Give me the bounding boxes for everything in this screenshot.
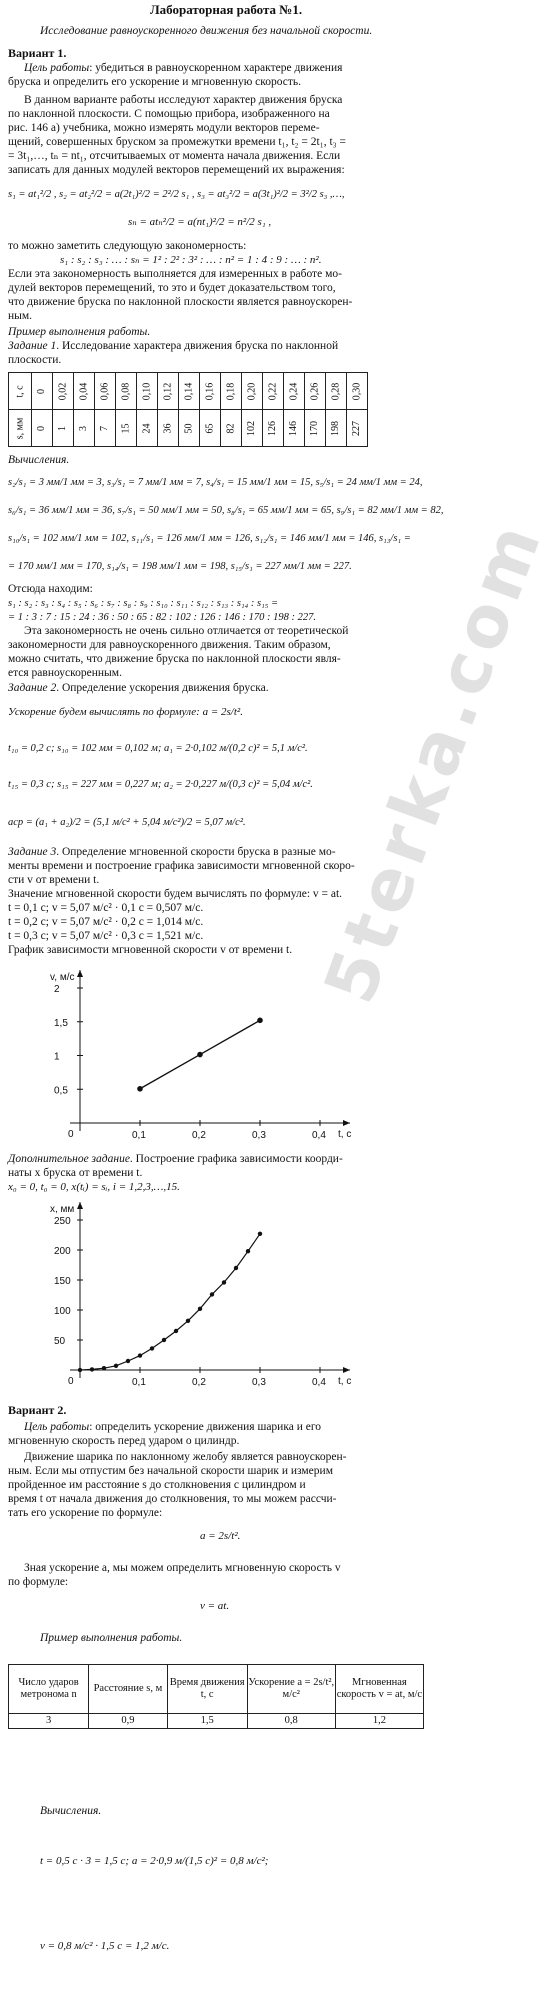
data-point [114, 1364, 118, 1368]
x-axis-arrow [343, 1367, 350, 1373]
v-line: t = 0,3 с; v = 5,07 м/с² · 0,3 с = 1,521 м/с. [8, 930, 204, 942]
page-title: Лабораторная работа №1. [150, 2, 303, 17]
variant2-goal-line2: мгновенную скорость перед ударом о цилиндр. [8, 1435, 240, 1447]
table-cell-text: 0,10 [141, 382, 153, 400]
extra-formula: x₀ = 0, t₀ = 0, x(tᵢ) = sᵢ, i = 1,2,3,…,15. [8, 1181, 180, 1193]
y-tick-label: 150 [54, 1276, 71, 1287]
table-cell-text: 50 [183, 423, 195, 433]
task2-label: Задание 2 [8, 682, 57, 694]
table-cell [136, 373, 157, 410]
table-cell-text: 82 [225, 423, 237, 433]
v2-knowing: Зная ускорение a, мы можем определить мгновенную скорость v [24, 1562, 341, 1574]
table-header-row [9, 1665, 424, 1714]
y-tick-label: 2 [54, 984, 60, 995]
watermark: 5terka.com [308, 508, 559, 1014]
table-cell [241, 373, 262, 410]
y-axis-arrow [77, 1202, 83, 1209]
y-tick-label: 1,5 [54, 1017, 68, 1029]
table-cell [73, 373, 94, 410]
table-cell-text: 65 [204, 423, 216, 433]
velocity-chart [40, 958, 370, 1148]
ratio-line2: = 1 : 3 : 7 : 15 : 24 : 36 : 50 : 65 : 82 : 102 : 126 : 146 : 170 : 198 : 227. [8, 612, 317, 623]
data-point [222, 1280, 226, 1284]
table-header-cell: Мгновенная скорость v = at, м/с [335, 1665, 423, 1714]
table-cell [304, 373, 325, 410]
v2-intro: время t от начала движения до столкновения, то мы можем рассчи- [8, 1493, 337, 1505]
table-cell [31, 410, 52, 447]
table-cell [220, 410, 241, 447]
data-point [234, 1266, 238, 1270]
calc-line: s₁₀/s₁ = 102 мм/1 мм = 102, s₁₁/s₁ = 126 мм/1 мм = 126, s₁₂/s₁ = 146 мм/1 мм = 146, s₁₃/s₁ = [8, 533, 411, 544]
table-cell [199, 373, 220, 410]
table-cell-text: 102 [246, 420, 258, 436]
data-point [150, 1346, 154, 1350]
table-header-cell: Время движения t, с [167, 1665, 247, 1714]
table-cell: 1,5 [167, 1714, 247, 1729]
task1-text: . Исследование характера движения бруска по наклонной [56, 340, 339, 352]
table-cell [220, 373, 241, 410]
table-cell-text: 1 [57, 425, 69, 431]
intro-line: записать для данных модулей векторов перемещений их выражения: [8, 164, 345, 176]
table-cell [52, 373, 73, 410]
conclusion-text: ется равноускоренным. [8, 667, 122, 679]
conclusion-text: можно считать, что движение бруска по наклонной плоскости явля- [8, 653, 341, 665]
task1-text2: плоскости. [8, 354, 62, 366]
y-axis-label: x, мм [50, 1204, 75, 1215]
task3-text: сти v от времени t. [8, 874, 100, 886]
table-row-header-text: s, мм [14, 417, 26, 439]
task2 [8, 682, 269, 695]
v-line: t = 0,2 с; v = 5,07 м/с² · 0,2 с = 1,014 м/с. [8, 916, 204, 928]
conclusion-text: закономерности для равноускоренного движения. Таким образом, [8, 639, 331, 651]
intro-line: рис. 146 а) учебника, можно измерять модули векторов переме- [8, 122, 320, 134]
table-header-cell: Число ударов метронома n [9, 1665, 89, 1714]
calc-line: = 170 мм/1 мм = 170, s₁₄/s₁ = 198 мм/1 мм = 198, s₁₅/s₁ = 227 мм/1 мм = 227. [8, 561, 352, 572]
goal-label: Цель работы [24, 62, 90, 74]
data-point [137, 1086, 143, 1092]
calc-label: Вычисления. [8, 454, 70, 466]
pattern-text: ным. [8, 310, 33, 322]
table-cell-text: 0,28 [330, 382, 342, 400]
table-cell-text: 0,26 [309, 382, 321, 400]
pattern-intro: то можно заметить следующую закономерность: [8, 240, 247, 252]
v2-formula-v: v = at. [200, 1600, 230, 1612]
page-subtitle: Исследование равноускоренного движения без начальной скорости. [40, 25, 373, 37]
table-cell [94, 373, 115, 410]
goal-text: : определить ускорение движения шарика и его [89, 1421, 322, 1433]
task1 [8, 340, 338, 353]
task3-label: Задание 3 [8, 846, 57, 858]
table-cell-text: 36 [162, 423, 174, 433]
calc-line: s₂/s₁ = 3 мм/1 мм = 3, s₃/s₁ = 7 мм/1 мм = 7, s₄/s₁ = 15 мм/1 мм = 15, s₅/s₁ = 24 мм/1 мм = 24, [8, 477, 423, 488]
table-cell [304, 410, 325, 447]
data-point [186, 1319, 190, 1323]
task3-text: менты времени и построение графика зависимости мгновенной скоро- [8, 860, 355, 872]
table-cell [115, 410, 136, 447]
table-cell [31, 373, 52, 410]
extra-label: Дополнительное задание [8, 1153, 130, 1165]
table-cell [157, 373, 178, 410]
variant2-heading: Вариант 2. [8, 1403, 67, 1417]
x-axis-label: t, c [338, 1129, 352, 1140]
table-cell-text: 15 [120, 423, 132, 433]
table-cell: 0,9 [89, 1714, 167, 1729]
a2-line: t₁₅ = 0,3 с; s₁₅ = 227 мм = 0,227 м; a₂ = 2·0,227 м/(0,3 с)² = 5,04 м/с². [8, 779, 313, 790]
table-cell-text: 0,12 [162, 382, 174, 400]
origin-label: 0 [68, 1129, 74, 1140]
x-tick-label: 0,4 [312, 1377, 326, 1388]
extra-text2: наты x бруска от времени t. [8, 1167, 143, 1179]
data-point [126, 1359, 130, 1363]
table-cell [241, 410, 262, 447]
v2-intro: ным. Если мы отпустим без начальной скорости шарик и измерим [8, 1465, 333, 1477]
table-cell [199, 410, 220, 447]
table-row-header [9, 373, 32, 410]
table-cell-text: 0,18 [225, 382, 237, 400]
x-tick-label: 0,2 [192, 1377, 206, 1388]
variant1-heading: Вариант 1. [8, 46, 67, 60]
y-tick-label: 0,5 [54, 1085, 68, 1097]
table-cell-text: 146 [288, 420, 300, 436]
variant1-goal-line2: бруска и определить его ускорение и мгновенную скорость. [8, 76, 302, 88]
table-cell-text: 0,04 [78, 382, 90, 400]
y-tick-label: 1 [54, 1051, 60, 1063]
table-header-cell: Ускорение a = 2s/t², м/с² [247, 1665, 335, 1714]
table-cell-text: 0,24 [288, 382, 300, 400]
goal-text: : убедиться в равноускоренном характере движения [89, 62, 343, 74]
task1-label: Задание 1 [8, 340, 57, 352]
table-cell [178, 373, 199, 410]
x-tick-label: 0,2 [192, 1130, 206, 1141]
intro-line: = 3t₁,…, tₙ = nt₁, отсчитываемых от момента начала движения. Если [8, 150, 341, 162]
table-cell-text: 0,14 [183, 382, 195, 400]
v2-example-label: Пример выполнения работы. [40, 1632, 183, 1644]
conclusion-text: Эта закономерность не очень сильно отличается от теоретической [24, 625, 349, 637]
table-row [9, 1714, 424, 1729]
intro-line: по наклонной плоскости. С помощью прибора, изображенного на [8, 108, 330, 120]
x-tick-label: 0,1 [132, 1130, 146, 1141]
table-cell [346, 373, 367, 410]
y-tick-label: 250 [54, 1216, 71, 1227]
table-header-cell: Расстояние s, м [89, 1665, 167, 1714]
table-cell-text: 0,30 [351, 382, 363, 400]
graph1-title: График зависимости мгновенной скорости v от времени t. [8, 944, 293, 956]
table-cell: 0,8 [247, 1714, 335, 1729]
task3-text: . Определение мгновенной скорости бруска в разные мо- [56, 846, 336, 858]
table-cell-text: 0,16 [204, 382, 216, 400]
v2-intro: пройденное им расстояние s до столкновения с цилиндром и [8, 1479, 306, 1491]
a1-line: t₁₀ = 0,2 с; s₁₀ = 102 мм = 0,102 м; a₁ = 2·0,102 м/(0,2 с)² = 5,1 м/с². [8, 743, 308, 754]
v2-calc-label: Вычисления. [40, 1805, 102, 1817]
table-row-s [9, 410, 368, 447]
extra-task [8, 1153, 343, 1166]
table-cell [52, 410, 73, 447]
data-point [90, 1367, 94, 1371]
table-cell-text: 0 [36, 425, 48, 431]
table-cell-text: 24 [141, 423, 153, 433]
v-line: t = 0,1 с; v = 5,07 м/с² · 0,1 с = 0,507 м/с. [8, 902, 204, 914]
table-cell [94, 410, 115, 447]
variant1-goal [24, 62, 342, 75]
table-cell: 1,2 [335, 1714, 423, 1729]
v2-calc-line: t = 0,5 с · 3 = 1,5 с; a = 2·0,9 м/(1,5 с)² = 0,8 м/с²; [40, 1855, 269, 1867]
table-cell: 3 [9, 1714, 89, 1729]
table-cell [325, 410, 346, 447]
hence-label: Отсюда находим: [8, 583, 93, 595]
table-cell [262, 410, 283, 447]
v2-calc-line: v = 0,8 м/с² · 1,5 с = 1,2 м/с. [40, 1940, 170, 1952]
v2-intro: тать его ускорение по формуле: [8, 1507, 163, 1519]
aavg-line: aср = (a₁ + a₂)/2 = (5,1 м/с² + 5,04 м/с²)/2 = 5,07 м/с². [8, 817, 246, 828]
pattern-text: дулей векторов перемещений, то это и будет доказательством того, [8, 282, 336, 294]
x-tick-label: 0,4 [312, 1130, 326, 1141]
data-point [197, 1052, 203, 1058]
table-cell-text: 0,08 [120, 382, 132, 400]
table-cell [283, 410, 304, 447]
v2-intro: Движение шарика по наклонному желобу является равноускорен- [24, 1451, 347, 1463]
table-cell [136, 410, 157, 447]
formula-sn: sₙ = atₙ²/2 = a(nt₁)²/2 = n²/2 s₁ , [128, 216, 272, 228]
table-cell-text: 170 [309, 420, 321, 436]
table-cell [262, 373, 283, 410]
x-tick-label: 0,1 [132, 1377, 146, 1388]
table-cell-text: 227 [351, 420, 363, 436]
goal-label: Цель работы [24, 1421, 90, 1433]
table-cell [178, 410, 199, 447]
ratio-line1: s₁ : s₂ : s₃ : s₄ : s₅ : s₆ : s₇ : s₈ : s₉ : s₁₀ : s₁₁ : s₁₂ : s₁₃ : s₁₄ : s₁₅ = [8, 598, 279, 609]
task3 [8, 846, 336, 859]
table-cell [325, 373, 346, 410]
x-axis-arrow [343, 1120, 350, 1126]
data-table-v1 [8, 372, 368, 447]
x-tick-label: 0,3 [252, 1377, 266, 1388]
table-cell-text: 0,22 [267, 382, 279, 400]
coordinate-chart [40, 1195, 370, 1395]
data-point [138, 1353, 142, 1357]
table-row-header-text: t, c [14, 384, 26, 398]
task2-text: . Определение ускорения движения бруска. [56, 682, 269, 694]
y-axis-arrow [77, 970, 83, 977]
data-point [174, 1329, 178, 1333]
table-cell-text: 0 [36, 388, 48, 394]
table-row-t [9, 373, 368, 410]
data-point [78, 1368, 82, 1372]
y-tick-label: 100 [54, 1306, 71, 1317]
pattern-text: что движение бруска по наклонной плоскости является равноускорен- [8, 296, 353, 308]
data-point [258, 1232, 262, 1236]
series-line [80, 1234, 260, 1370]
y-tick-label: 50 [54, 1336, 66, 1347]
extra-text: . Построение графика зависимости коорди- [129, 1153, 343, 1165]
data-point [210, 1292, 214, 1296]
table-cell [283, 373, 304, 410]
origin-label: 0 [68, 1376, 74, 1387]
y-axis-label: v, м/с [50, 972, 75, 983]
table-cell-text: 0,06 [99, 382, 111, 400]
v2-formula-a: a = 2s/t². [200, 1530, 241, 1542]
calc-line: s₆/s₁ = 36 мм/1 мм = 36, s₇/s₁ = 50 мм/1 мм = 50, s₈/s₁ = 65 мм/1 мм = 65, s₉/s₁ = 82 мм/1 мм = 82, [8, 505, 444, 516]
pattern-formula: s₁ : s₂ : s₃ : … : sₙ = 1² : 2² : 3² : … : n² = 1 : 4 : 9 : … : n². [60, 254, 322, 266]
x-tick-label: 0,3 [252, 1130, 266, 1141]
x-axis-label: t, c [338, 1376, 352, 1387]
data-point [162, 1338, 166, 1342]
table-cell-text: 198 [330, 420, 342, 436]
table-cell-text: 3 [78, 425, 90, 431]
v-formula: Значение мгновенной скорости будем вычислять по формуле: v = at. [8, 888, 343, 900]
data-point [198, 1307, 202, 1311]
formula-s-sequence: s₁ = at₁²/2 , s₂ = at₂²/2 = a(2t₁)²/2 = 2²/2 s₁ , s₃ = at₃²/2 = a(3t₁)²/2 = 3²/2 s₃ ,…, [8, 189, 345, 200]
data-table-v2 [8, 1664, 424, 1729]
data-point [102, 1366, 106, 1370]
table-cell-text: 0,02 [57, 382, 69, 400]
example-label: Пример выполнения работы. [8, 326, 151, 338]
table-cell-text: 7 [99, 425, 111, 431]
table-cell [73, 410, 94, 447]
data-point [246, 1249, 250, 1253]
pattern-text: Если эта закономерность выполняется для измеренных в работе мо- [8, 268, 342, 280]
data-point [257, 1018, 263, 1024]
y-tick-label: 200 [54, 1246, 71, 1257]
table-cell [346, 410, 367, 447]
table-cell-text: 0,20 [246, 382, 258, 400]
v2-knowing: по формуле: [8, 1576, 69, 1588]
intro-line: В данном варианте работы исследуют характер движения бруска [24, 94, 343, 106]
table-row-header [9, 410, 32, 447]
accel-formula: Ускорение будем вычислять по формуле: a = 2s/t². [8, 706, 243, 718]
table-cell-text: 126 [267, 420, 279, 436]
table-cell [115, 373, 136, 410]
intro-line: щений, совершенных бруском за промежутки времени t₁, t₂ = 2t₁, t₃ = [8, 136, 347, 148]
table-cell [157, 410, 178, 447]
variant2-goal [24, 1421, 321, 1434]
